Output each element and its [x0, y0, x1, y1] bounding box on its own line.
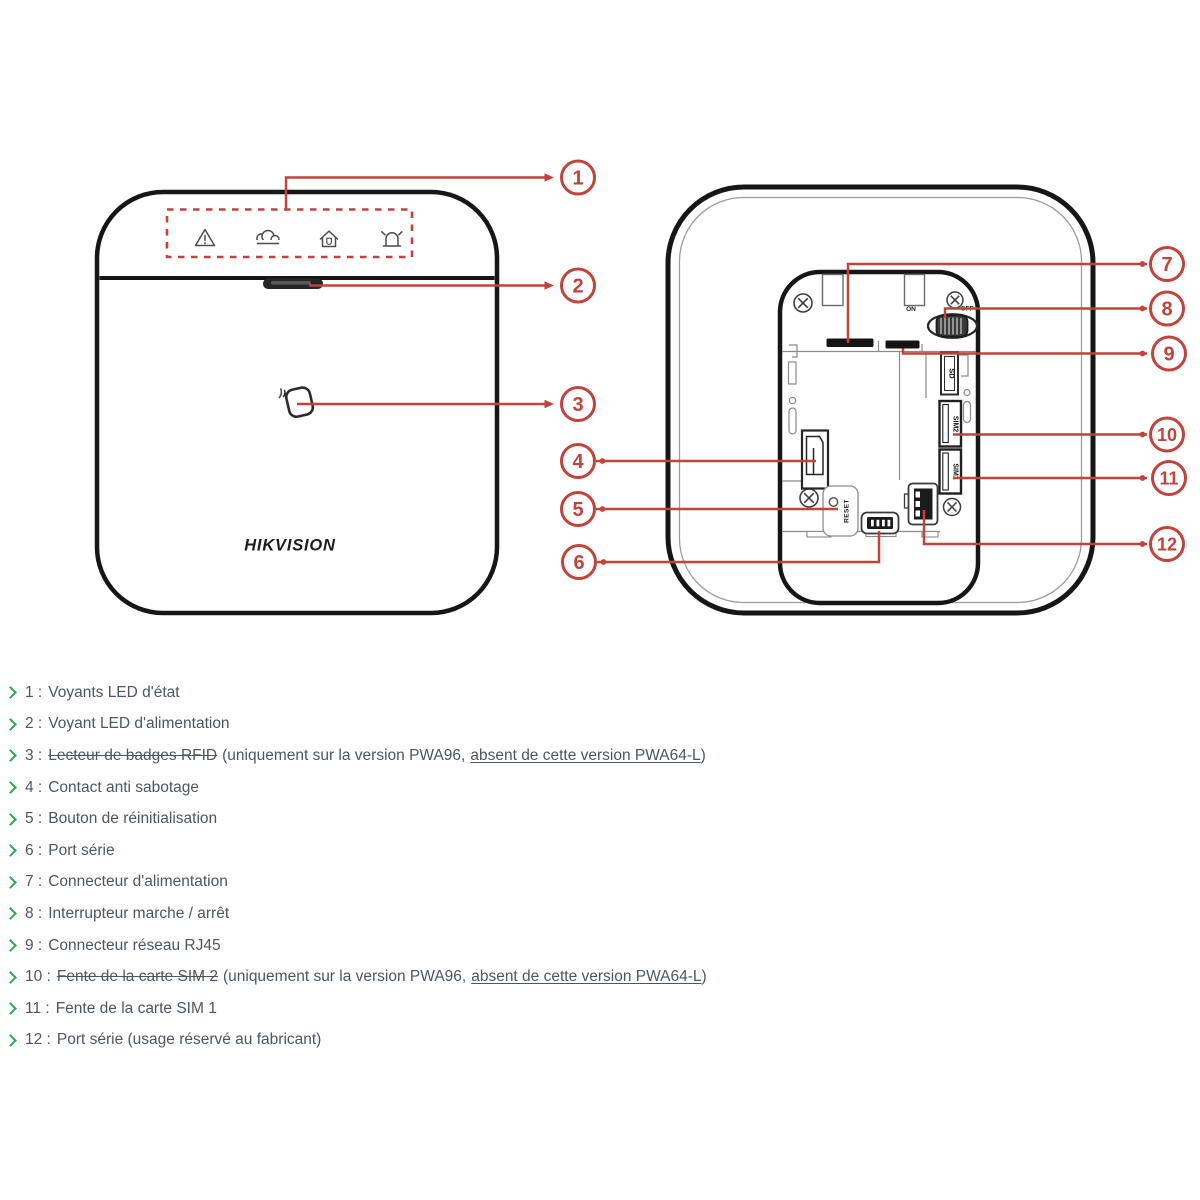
callout-2 — [562, 269, 595, 302]
sim1-label: SIM1 — [951, 463, 959, 480]
screw-icon — [800, 489, 818, 507]
chevron-right-icon — [4, 971, 17, 984]
legend-text-struck: Fente de la carte SIM 2 — [56, 968, 218, 986]
line-dot — [1140, 432, 1146, 438]
chevron-right-icon — [4, 939, 17, 952]
switch-off-label: OFF — [960, 305, 974, 313]
svg-text:11: 11 — [1159, 468, 1179, 489]
serial-port[interactable] — [862, 513, 899, 534]
legend-text: (uniquement sur la version PWA96, — [222, 746, 466, 764]
svg-text:9: 9 — [1163, 343, 1175, 366]
reset-button[interactable] — [823, 486, 858, 536]
svg-text:1: 1 — [572, 167, 584, 190]
legend-text: Bouton de réinitialisation — [48, 810, 218, 828]
svg-text:8: 8 — [1161, 298, 1173, 321]
legend-item-10: 10 : Fente de la carte SIM 2 (uniquement sur la version PWA96, absent de cette version PWA64-L ) — [4, 961, 1154, 993]
factory-serial-port[interactable] — [905, 484, 938, 525]
power-connector[interactable] — [827, 339, 874, 348]
line-dot — [600, 458, 606, 464]
svg-text:7: 7 — [1161, 254, 1173, 276]
callout-10 — [1151, 418, 1184, 451]
svg-text:2: 2 — [572, 275, 584, 298]
svg-text:6: 6 — [573, 552, 585, 574]
callout-6 — [563, 546, 596, 579]
legend-text: (uniquement sur la version PWA96, — [222, 968, 467, 986]
legend-item-2: 2 : Voyant LED d'alimentation — [4, 709, 1154, 741]
legend-text: Fente de la carte SIM 1 — [55, 999, 217, 1017]
legend-text: Connecteur réseau RJ45 — [48, 936, 221, 954]
legend-text: Port série (usage réservé au fabricant) — [56, 1031, 322, 1049]
line-dot — [1140, 475, 1146, 481]
svg-text:10: 10 — [1156, 425, 1178, 445]
svg-text:4: 4 — [572, 451, 584, 473]
legend-text-underlined: absent de cette version PWA64-L — [471, 968, 702, 986]
legend-item-3: 3 : Lecteur de badges RFID (uniquement sur la version PWA96, absent de cette version PWA64-L ) — [4, 740, 1154, 772]
rj45-connector[interactable] — [886, 341, 920, 349]
arrowhead — [545, 173, 555, 182]
legend-text: Connecteur d'alimentation — [48, 873, 228, 891]
callout-3 — [562, 388, 595, 421]
legend-text: Port série — [48, 841, 115, 859]
chevron-right-icon — [4, 876, 17, 889]
arrowhead — [545, 281, 555, 290]
legend-text: Voyants LED d'état — [48, 683, 180, 701]
sd-card-slot[interactable] — [941, 353, 958, 395]
callout-8 — [1151, 292, 1184, 325]
back-view — [668, 187, 1093, 613]
legend-text-struck: Lecteur de badges RFID — [48, 746, 218, 764]
chevron-right-icon — [4, 718, 17, 731]
legend-item-1: 1 : Voyants LED d'état — [4, 677, 1154, 709]
sim2-slot[interactable] — [940, 401, 962, 447]
sim2-label: SIM2 — [951, 415, 959, 433]
tamper-switch[interactable] — [802, 431, 828, 489]
mount-tab — [823, 275, 844, 306]
chevron-right-icon — [4, 686, 17, 699]
callout-11 — [1153, 462, 1186, 495]
legend-text: ) — [700, 746, 706, 764]
legend-item-7: 7 : Connecteur d'alimentation — [4, 867, 1154, 899]
line-dot — [1140, 261, 1146, 267]
chevron-right-icon — [4, 750, 17, 763]
svg-text:5: 5 — [572, 499, 584, 521]
brand-logo: HIKVISION — [244, 536, 336, 555]
screw-icon — [944, 499, 961, 516]
legend-item-5: 5 : Bouton de réinitialisation — [4, 803, 1154, 835]
line-dot — [600, 506, 606, 512]
legend-item-12: 12 : Port série (usage réservé au fabricant) — [4, 1025, 1154, 1057]
chevron-right-icon — [4, 781, 17, 794]
legend-list — [4, 677, 1154, 1056]
svg-text:3: 3 — [572, 394, 584, 416]
callout-4 — [562, 445, 595, 478]
chevron-right-icon — [4, 1034, 17, 1047]
reset-label: RESET — [843, 499, 851, 523]
legend-text: ) — [701, 968, 707, 986]
legend-item-6: 6 : Port série — [4, 835, 1154, 867]
chevron-right-icon — [4, 813, 17, 826]
arrowhead — [545, 400, 555, 409]
legend-text: Voyant LED d'alimentation — [48, 715, 230, 733]
line-dot — [1140, 351, 1146, 357]
legend-item-4: 4 : Contact anti sabotage — [4, 772, 1154, 804]
legend-text: Contact anti sabotage — [48, 778, 200, 796]
line-dot — [1140, 541, 1146, 547]
power-led-lens — [263, 279, 323, 290]
chevron-right-icon — [4, 908, 17, 921]
chevron-right-icon — [4, 1002, 17, 1015]
line-dot — [1140, 306, 1146, 312]
legend-item-8: 8 : Interrupteur marche / arrêt — [4, 898, 1154, 930]
screw-icon — [794, 294, 812, 312]
chevron-right-icon — [4, 844, 17, 857]
callout-1 — [562, 161, 595, 194]
callout-12 — [1151, 528, 1184, 561]
legend-item-9: 9 : Connecteur réseau RJ45 — [4, 930, 1154, 962]
svg-text:12: 12 — [1156, 534, 1178, 555]
callout-7 — [1151, 248, 1184, 281]
legend-item-11: 11 : Fente de la carte SIM 1 — [4, 993, 1154, 1025]
front-view — [97, 192, 497, 613]
callout-9 — [1153, 337, 1186, 370]
legend-text-underlined: absent de cette version PWA64-L — [470, 746, 701, 764]
sd-label: SD — [947, 368, 957, 379]
legend-text: Interrupteur marche / arrêt — [48, 904, 230, 922]
switch-on-label: ON — [906, 306, 916, 313]
line-dot — [601, 559, 607, 565]
sim1-slot[interactable] — [940, 450, 962, 494]
callout-5 — [562, 493, 595, 526]
mount-tab — [905, 275, 925, 306]
